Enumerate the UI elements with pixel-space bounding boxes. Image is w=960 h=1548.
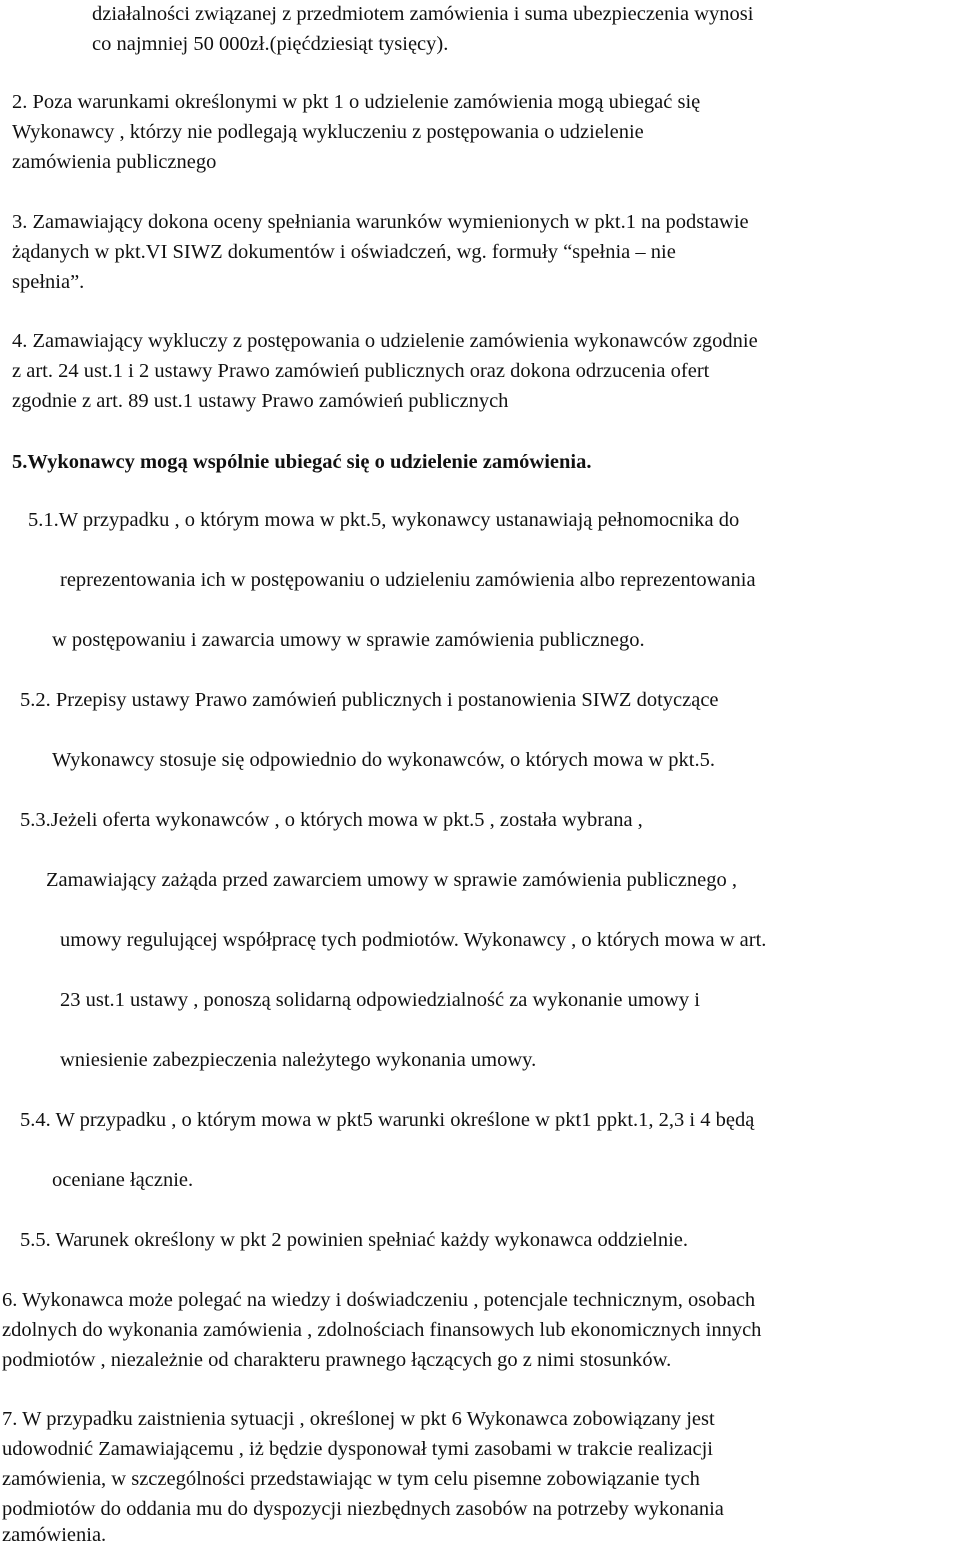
list-item-5-3: 5.3.Jeżeli oferta wykonawców , o których mowa w pkt.5 , została wybrana ,	[20, 809, 643, 831]
section-heading-5: 5.Wykonawcy mogą wspólnie ubiegać się o udzielenie zamówienia.	[12, 451, 592, 473]
text-line: umowy regulującej współpracę tych podmiotów. Wykonawcy , o których mowa w art.	[60, 929, 767, 951]
text-line: z art. 24 ust.1 i 2 ustawy Prawo zamówień publicznych oraz dokona odrzucenia ofert	[12, 360, 710, 382]
text-line: 23 ust.1 ustawy , ponoszą solidarną odpowiedzialność za wykonanie umowy i	[60, 989, 700, 1011]
text-line: podmiotów do oddania mu do dyspozycji niezbędnych zasobów na potrzeby wykonania	[2, 1498, 724, 1520]
text-line: udowodnić Zamawiającemu , iż będzie dysponował tymi zasobami w trakcie realizacji	[2, 1438, 713, 1460]
text-line: oceniane łącznie.	[52, 1169, 194, 1191]
text-line: w postępowaniu i zawarcia umowy w sprawie zamówienia publicznego.	[52, 629, 645, 651]
text-line: reprezentowania ich w postępowaniu o udzieleniu zamówienia albo reprezentowania	[60, 569, 756, 591]
text-line: zamówienia.	[2, 1524, 107, 1546]
text-line: Wykonawcy stosuje się odpowiednio do wykonawców, o których mowa w pkt.5.	[52, 749, 716, 771]
list-item-5-5: 5.5. Warunek określony w pkt 2 powinien spełniać każdy wykonawca oddzielnie.	[20, 1229, 689, 1251]
text-line: podmiotów , niezależnie od charakteru prawnego łączących go z nimi stosunków.	[2, 1349, 672, 1371]
list-item-5-4: 5.4. W przypadku , o którym mowa w pkt5 warunki określone w pkt1 ppkt.1, 2,3 i 4 będą	[20, 1109, 755, 1131]
text-line: wniesienie zabezpieczenia należytego wykonania umowy.	[60, 1049, 537, 1071]
list-item-2: 2. Poza warunkami określonymi w pkt 1 o udzielenie zamówienia mogą ubiegać się	[12, 91, 701, 113]
list-item-3: 3. Zamawiający dokona oceny spełniania warunków wymienionych w pkt.1 na podstawie	[12, 211, 749, 233]
list-item-7: 7. W przypadku zaistnienia sytuacji , określonej w pkt 6 Wykonawca zobowiązany jest	[2, 1408, 715, 1430]
text-line: zdolnych do wykonania zamówienia , zdolnościach finansowych lub ekonomicznych innych	[2, 1319, 762, 1341]
text-line: zamówienia, w szczególności przedstawiając w tym celu pisemne zobowiązanie tych	[2, 1468, 700, 1490]
text-line: Zamawiający zażąda przed zawarciem umowy w sprawie zamówienia publicznego ,	[46, 869, 737, 891]
list-item-5-1: 5.1.W przypadku , o którym mowa w pkt.5, wykonawcy ustanawiają pełnomocnika do	[28, 509, 740, 531]
text-line: spełnia”.	[12, 271, 85, 293]
text-line: żądanych w pkt.VI SIWZ dokumentów i oświadczeń, wg. formuły “spełnia – nie	[12, 241, 676, 263]
text-line: zamówienia publicznego	[12, 151, 217, 173]
list-item-4: 4. Zamawiający wykluczy z postępowania o udzielenie zamówienia wykonawców zgodnie	[12, 330, 758, 352]
text-line: zgodnie z art. 89 ust.1 ustawy Prawo zamówień publicznych	[12, 390, 509, 412]
text-line: działalności związanej z przedmiotem zamówienia i suma ubezpieczenia wynosi	[92, 3, 754, 25]
text-line: Wykonawcy , którzy nie podlegają wykluczeniu z postępowania o udzielenie	[12, 121, 644, 143]
list-item-6: 6. Wykonawca może polegać na wiedzy i doświadczeniu , potencjale technicznym, osobach	[2, 1289, 756, 1311]
text-line: co najmniej 50 000zł.(pięćdziesiąt tysięcy).	[92, 33, 449, 55]
list-item-5-2: 5.2. Przepisy ustawy Prawo zamówień publicznych i postanowienia SIWZ dotyczące	[20, 689, 719, 711]
